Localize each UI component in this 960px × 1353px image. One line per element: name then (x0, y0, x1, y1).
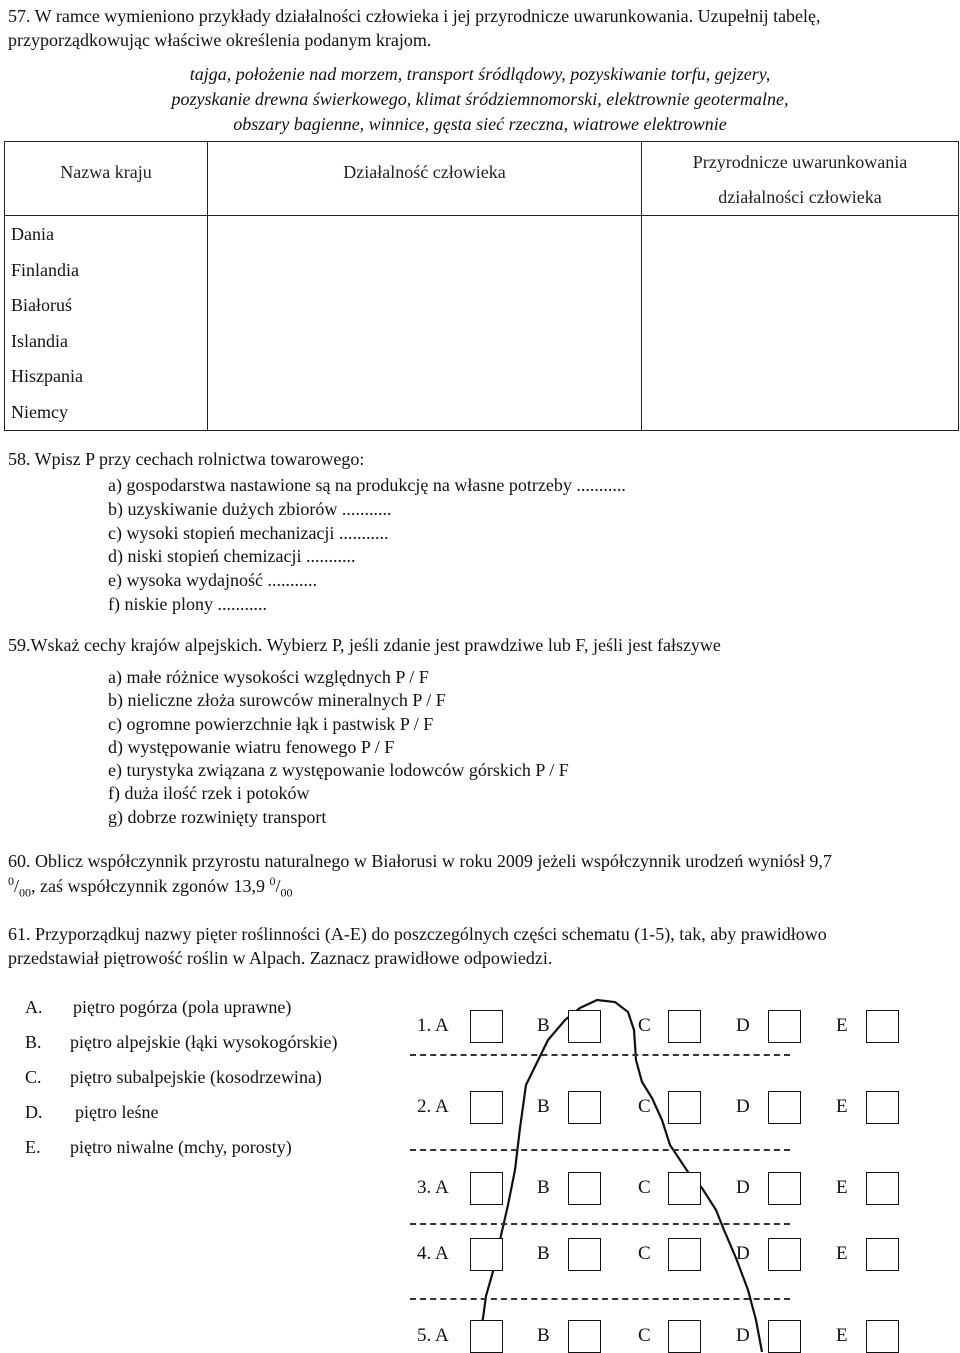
zone-divider (410, 1298, 790, 1300)
q58-title: 58. Wpisz P przy cechach rolnictwa towarowego: (8, 449, 365, 469)
answer-checkbox[interactable] (568, 1091, 601, 1124)
zone-row-label: 3. A (417, 1177, 449, 1198)
answer-checkbox[interactable] (568, 1238, 601, 1271)
option-letter: E (836, 1243, 848, 1264)
q57-line2: przyporządkowując właściwe określenia podanym krajom. (8, 30, 432, 50)
answer-checkbox[interactable] (866, 1238, 899, 1271)
option-letter: D (736, 1177, 750, 1198)
q57-line1: 57. W ramce wymieniono przykłady działalności człowieka i jej przyrodnicze uwarunkowania. Uzupełnij tabelę, (8, 6, 821, 26)
answer-checkbox[interactable] (768, 1172, 801, 1205)
option-letter: D (736, 1015, 750, 1036)
answer-checkbox[interactable] (470, 1091, 503, 1124)
answer-checkbox[interactable] (768, 1091, 801, 1124)
option-letter: C (638, 1325, 651, 1346)
answer-checkbox[interactable] (768, 1010, 801, 1043)
q60-line2: $^0/_{00}$, zaś współczynnik zgonów 13,9 $^0/_{00}$ (8, 874, 293, 900)
option-letter: B (537, 1177, 550, 1198)
q59-title: 59.Wskaż cechy krajów alpejskich. Wybierz P, jeśli zdanie jest prawdziwe lub F, jeśli jest fałszywe (8, 635, 721, 655)
option-letter: E (836, 1177, 848, 1198)
q59-item: b) nieliczne złoża surowców mineralnych P / F (108, 690, 446, 711)
q61-instruction: 61. Przyporządkuj nazwy pięter roślinności (A-E) do poszczególnych części schematu (1-5), tak, aby prawidłowo przedstawiał piętrowość roślin w Alpach. Zaznacz prawidłowe odpowiedzi. (8, 924, 827, 968)
zone-divider (410, 1054, 790, 1056)
table-header-conditions: Przyrodnicze uwarunkowania działalności człowieka (642, 142, 959, 216)
q61-option: C. piętro subalpejskie (kosodrzewina) (25, 1067, 322, 1087)
zone-row-label: 5. A (417, 1325, 449, 1346)
option-letter: D (736, 1325, 750, 1346)
answer-checkbox[interactable] (668, 1091, 701, 1124)
answer-checkbox[interactable] (470, 1010, 503, 1043)
q59-item: g) dobrze rozwinięty transport (108, 806, 327, 827)
answer-checkbox[interactable] (866, 1172, 899, 1205)
answer-checkbox[interactable] (470, 1320, 503, 1353)
answer-checkbox[interactable] (668, 1320, 701, 1353)
zone-row-label: 2. A (417, 1096, 449, 1117)
answer-checkbox[interactable] (866, 1010, 899, 1043)
q59-item: a) małe różnice wysokości względnych P / F (108, 667, 429, 687)
q61-option: E. piętro niwalne (mchy, porosty) (25, 1137, 292, 1157)
zone-row-label: 4. A (417, 1243, 449, 1264)
q58-item: b) uzyskiwanie dużych zbiorów ........... (108, 498, 392, 519)
country-row: Islandia (11, 330, 68, 351)
q59-item: e) turystyka związana z występowanie lodowców górskich P / F (108, 760, 569, 781)
q57-words-line3: obszary bagienne, winnice, gęsta sieć rzeczna, wiatrowe elektrownie (233, 114, 727, 134)
answer-checkbox[interactable] (768, 1238, 801, 1271)
country-row: Dania (11, 224, 54, 244)
country-row: Białoruś (11, 295, 72, 315)
q58-item: a) gospodarstwa nastawione są na produkcję na własne potrzeby ........... (108, 475, 626, 495)
table-header-activity: Działalność człowieka (208, 142, 642, 216)
q59-item: d) występowanie wiatru fenowego P / F (108, 736, 395, 757)
option-letter: C (638, 1177, 651, 1198)
answer-checkbox[interactable] (470, 1238, 503, 1271)
q59-item: c) ogromne powierzchnie łąk i pastwisk P / F (108, 713, 434, 734)
option-letter: E (836, 1015, 848, 1036)
zone-divider (410, 1223, 790, 1225)
q57-words-line1: tajga, położenie nad morzem, transport śródlądowy, pozyskiwanie torfu, gejzery, (189, 64, 771, 84)
q61-option: D. piętro leśne (25, 1102, 159, 1122)
answer-checkbox[interactable] (668, 1238, 701, 1271)
answer-checkbox[interactable] (866, 1320, 899, 1353)
q61-option: A. piętro pogórza (pola uprawne) (25, 997, 292, 1017)
answer-checkbox[interactable] (568, 1320, 601, 1353)
zone-row-label: 1. A (417, 1015, 449, 1036)
answer-checkbox[interactable] (768, 1320, 801, 1353)
option-letter: C (638, 1243, 651, 1264)
country-row: Hiszpania (11, 366, 83, 386)
country-row: Finlandia (11, 259, 79, 280)
answer-checkbox[interactable] (568, 1010, 601, 1043)
option-letter: C (638, 1096, 651, 1117)
option-letter: B (537, 1096, 550, 1117)
q58-item: c) wysoki stopień mechanizacji ........... (108, 522, 389, 543)
option-letter: E (836, 1096, 848, 1117)
answer-checkbox[interactable] (668, 1172, 701, 1205)
option-letter: C (638, 1015, 651, 1036)
option-letter: B (537, 1243, 550, 1264)
answer-checkbox[interactable] (866, 1091, 899, 1124)
answer-checkbox[interactable] (668, 1010, 701, 1043)
q58-item: f) niskie plony ........... (108, 593, 267, 614)
option-letter: B (537, 1325, 550, 1346)
zone-divider (410, 1149, 790, 1151)
option-letter: B (537, 1015, 550, 1036)
q57-words-line2: pozyskanie drewna świerkowego, klimat śródziemnomorski, elektrownie geotermalne, (171, 89, 789, 109)
q58-item: d) niski stopień chemizacji ........... (108, 546, 356, 567)
q58-item: e) wysoka wydajność ........... (108, 570, 317, 591)
country-row: Niemcy (11, 401, 68, 422)
table-header-country: Nazwa kraju (5, 142, 208, 216)
option-letter: D (736, 1096, 750, 1117)
q61-option: B. piętro alpejskie (łąki wysokogórskie) (25, 1032, 338, 1052)
option-letter: D (736, 1243, 750, 1264)
answer-checkbox[interactable] (470, 1172, 503, 1205)
q59-item: f) duża ilość rzek i potoków (108, 783, 310, 804)
q60-line1: 60. Oblicz współczynnik przyrostu naturalnego w Białorusi w roku 2009 jeżeli współczynnik urodzeń wyniósł 9,7 (8, 851, 832, 871)
answer-checkbox[interactable] (568, 1172, 601, 1205)
option-letter: E (836, 1325, 848, 1346)
